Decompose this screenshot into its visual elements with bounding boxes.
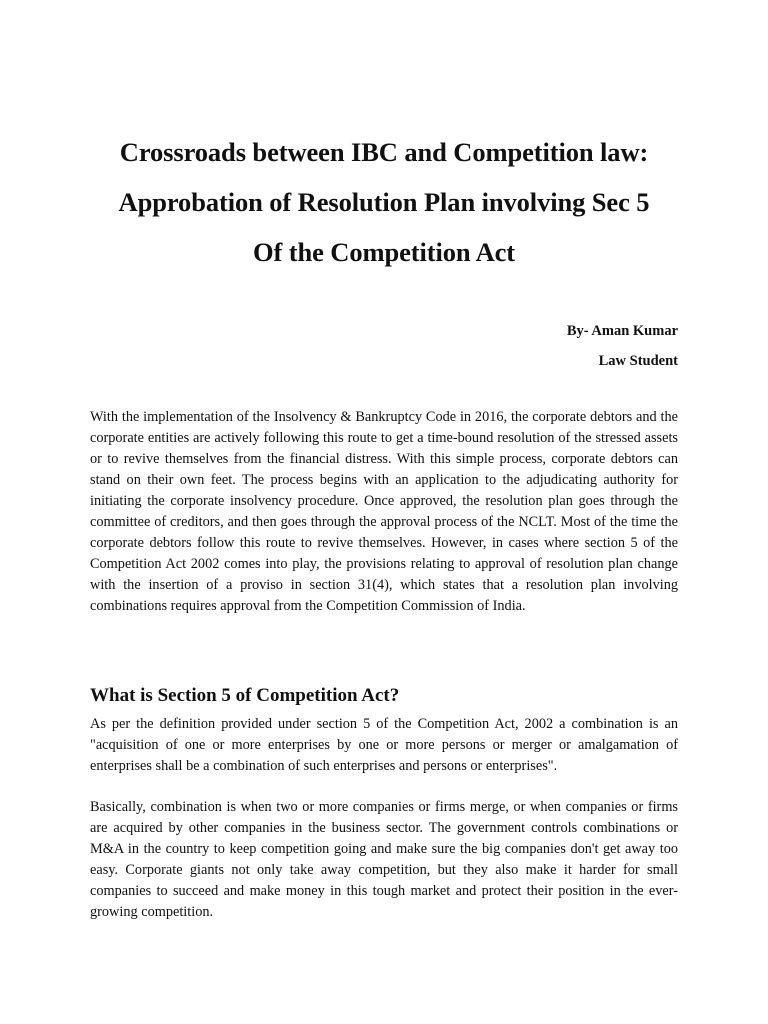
title-line-3: Of the Competition Act — [252, 237, 516, 267]
section-heading: What is Section 5 of Competition Act? — [90, 685, 400, 706]
document-title — [60, 127, 708, 277]
section-paragraph-explanation: Basically, combination is when two or more companies or firms merge, or when companies or firms are acquired by other companies in the business sector. The government controls combinations or M&A in the country to keep competition going and make sure the big companies don't get away too easy. Corporate giants not only take away competition, but they also make it harder for small companies to succeed and make money in this tough market and protect their position in the ever-growing competition. — [90, 799, 678, 920]
title-line-1: Crossroads between IBC and Competition law: — [119, 137, 649, 167]
section-paragraph-definition: As per the definition provided under section 5 of the Competition Act, 2002 a combination is an "acquisition of one or more enterprises by one or more persons or merger or amalgamation of enterprises shall be a combination of such enterprises and persons or enterprises". — [90, 716, 678, 774]
title-line-2: Approbation of Resolution Plan involving Sec 5 — [118, 187, 650, 217]
author-name: By- Aman Kumar — [566, 323, 678, 339]
intro-paragraph: With the implementation of the Insolvency & Bankruptcy Code in 2016, the corporate debtors and the corporate entities are actively following this route to get a time-bound resolution of the stressed assets or to revive themselves from the financial distress. With this simple process, corporate debtors can stand on their own feet. The process begins with an application to the adjudicating authority for initiating the corporate insolvency procedure. Once approved, the resolution plan goes through the committee of creditors, and then goes through the approval process of the NCLT. Most of the time the corporate debtors follow this route to revive themselves. However, in cases where section 5 of the Competition Act 2002 comes into play, the provisions relating to approval of resolution plan change with the insertion of a proviso in section 31(4), which states that a resolution plan involving combinations requires approval from the Competition Commission of India. — [90, 409, 678, 614]
author-role: Law Student — [598, 353, 678, 369]
byline — [567, 316, 678, 376]
